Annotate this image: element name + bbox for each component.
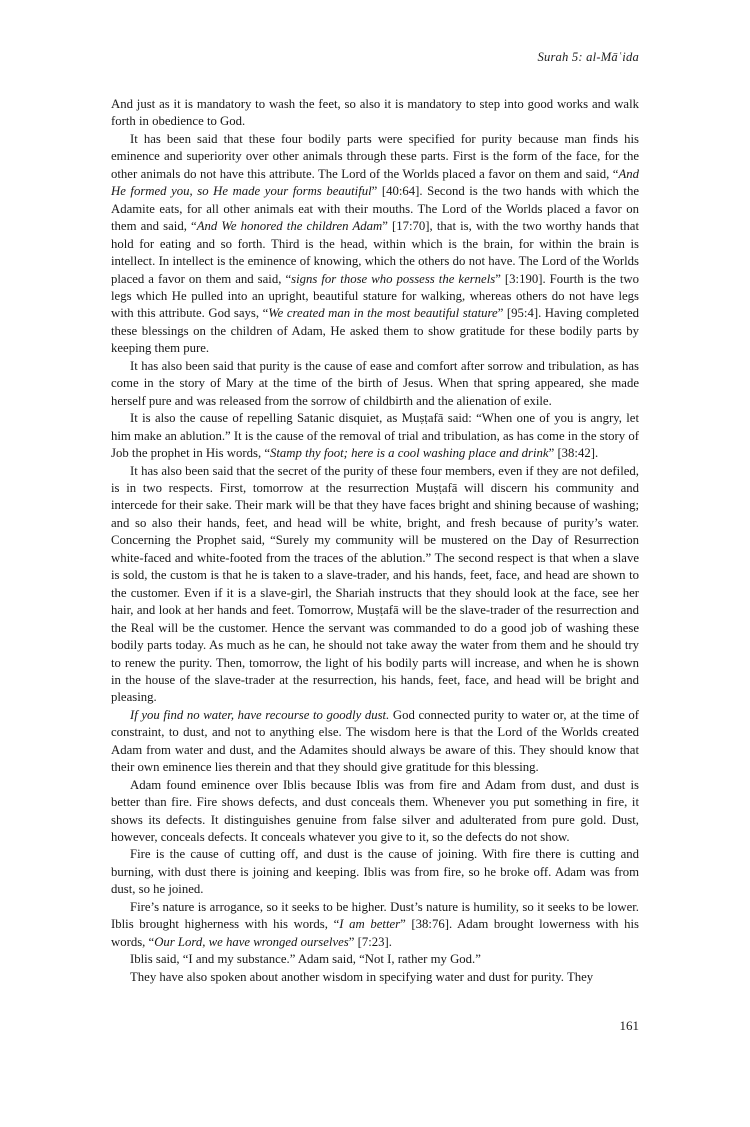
quotation-italic: signs for those who possess the kernels xyxy=(291,271,496,286)
text-run: ” [17:70], that is, with the two worthy hands that hold for eating and so forth. Third is the head, within which is the brain, for within the brain is intellect. In intellect is the eminence of knowing, which the others do not have. The Lord of the Worlds placed a favor on them and said, “ xyxy=(111,219,640,286)
paragraph xyxy=(111,358,639,410)
text-run: It has been said that these four bodily parts were specified for purity because man finds his eminence and superiority over other animals through these parts. First is the form of the face, for the other animals do not have this attribute. The Lord of the Worlds placed a favor on them and said, “ xyxy=(111,131,639,181)
quotation-italic: And He formed you, so He made your forms beautiful xyxy=(111,166,639,199)
text-run: Iblis said, “I and my substance.” Adam said, “Not I, rather my God.” xyxy=(130,952,481,967)
text-run: ” [3:190]. Fourth is the two legs which He pulled into an upright, beautiful stature for walking, whereas others do not have legs with this attribute. God says, “ xyxy=(111,271,639,321)
text-run: Fire’s nature is arrogance, so it seeks to be higher. Dust’s nature is humility, so it seeks to be lower. Iblis brought higherness with his words, “ xyxy=(111,899,639,932)
text-run: ” [38:42]. xyxy=(548,446,599,461)
text-run: It is also the cause of repelling Satanic disquiet, as Muṣṭafā said: “When one of you is angry, let him make an ablution.” It is the cause of the removal of trial and tribulation, as has come in the story of Job the prophet in His words, “ xyxy=(111,411,639,461)
quotation-italic: I am better xyxy=(339,917,401,932)
running-header: Surah 5: al-Māʿida xyxy=(537,50,639,64)
text-run: It has also been said that purity is the cause of ease and comfort after sorrow and tribulation, as has come in the story of Mary at the time of the birth of Jesus. When that spring appeared, she made herself pure and was released from the sorrow of childbirth and the alienation of exile. xyxy=(111,358,639,408)
quotation-italic: We created man in the most beautiful stature xyxy=(268,306,498,321)
paragraph xyxy=(111,969,639,986)
text-run: Adam found eminence over Iblis because Iblis was from fire and Adam from dust, and dust is better than fire. Fire shows defects, and dust conceals them. Whenever you put something in fire, it shows its defects. It distinguishes genuine from false silver and adulterated from pure gold. Dust, however, conceals defects. It conceals whatever you give to it, so the defects do not show. xyxy=(111,777,639,845)
paragraph xyxy=(111,707,639,777)
quotation-italic: And We honored the children Adam xyxy=(196,219,383,234)
text-run: Fire is the cause of cutting off, and dust is the cause of joining. With fire there is cutting and burning, with dust there is joining and keeping. Iblis was from fire, so he broke off. Adam was from dust, so he joined. xyxy=(111,847,639,897)
text-run: It has also been said that the secret of the purity of these four members, even if they are not defiled, is in two respects. First, tomorrow at the resurrection Muṣṭafā will discern his community and intercede for their sake. Their mark will be that they have faces bright and shining because of washing; and so also their hands, feet, and head will be white, bright, and fresh because of purity’s water. Concerning the Prophet said, “Surely my community will be mustered on the Day of Resurrection white-faced and white-footed from the traces of the ablution.” The second respect is that when a slave is sold, the custom is that he is taken to a slave-trader, and his hands, feet, face, and head are shown to the customer. Even if it is a slave-girl, the Shariah instructs that they should look at the face, see her hair, and look at her hands and feet. Tomorrow, Muṣṭafā will be the slave-trader of the resurrection and the Real will be the customer. Hence the servant was commanded to do a good job of washing these bodily parts today. As much as he can, he should not take away the water from them and he should try to renew the purity. Then, tomorrow, the light of his bodily parts will increase, and when he is shown in the house of the slave-trader at the resurrection, his hands, feet, face, and head will be bright and pleasing. xyxy=(111,463,639,705)
text-run: ” [38:76]. Adam brought lowerness with his words, “ xyxy=(111,917,639,949)
text-run: ” [40:64]. Second is the two hands with which the Adamite eats, for all other animals eat with their mouths. The Lord of the Worlds placed a favor on them and said, “ xyxy=(111,184,639,234)
paragraph xyxy=(111,410,639,462)
body-text-block xyxy=(111,96,639,986)
paragraph xyxy=(111,777,639,847)
text-run: They have also spoken about another wisdom in specifying water and dust for purity. They xyxy=(130,969,594,984)
paragraph xyxy=(111,899,639,951)
paragraph xyxy=(111,463,639,707)
paragraph xyxy=(111,131,639,358)
quotation-italic: If you find no water, have recourse to goodly dust. xyxy=(130,707,390,722)
quotation-italic: Our Lord, we have wronged ourselves xyxy=(154,934,349,949)
text-run: And just as it is mandatory to wash the feet, so also it is mandatory to step into good works and walk forth in obedience to God. xyxy=(111,97,639,129)
paragraph xyxy=(111,951,639,968)
text-run: ” [7:23]. xyxy=(348,934,392,949)
paragraph xyxy=(111,846,639,898)
quotation-italic: Stamp thy foot; here is a cool washing place and drink xyxy=(270,446,549,461)
paragraph xyxy=(111,96,639,131)
page-number: 161 xyxy=(619,1018,639,1033)
text-run: God connected purity to water or, at the time of constraint, to dust, and not to anything else. The wisdom here is that the Lord of the Worlds created Adam from water and dust, and the Adamites should always be aware of this. They should know that their own eminence lies therein and that they should give gratitude for this blessing. xyxy=(111,707,639,775)
text-run: ” [95:4]. Having completed these blessings on the children of Adam, He asked them to show gratitude for these bodily parts by keeping them pure. xyxy=(111,306,639,356)
